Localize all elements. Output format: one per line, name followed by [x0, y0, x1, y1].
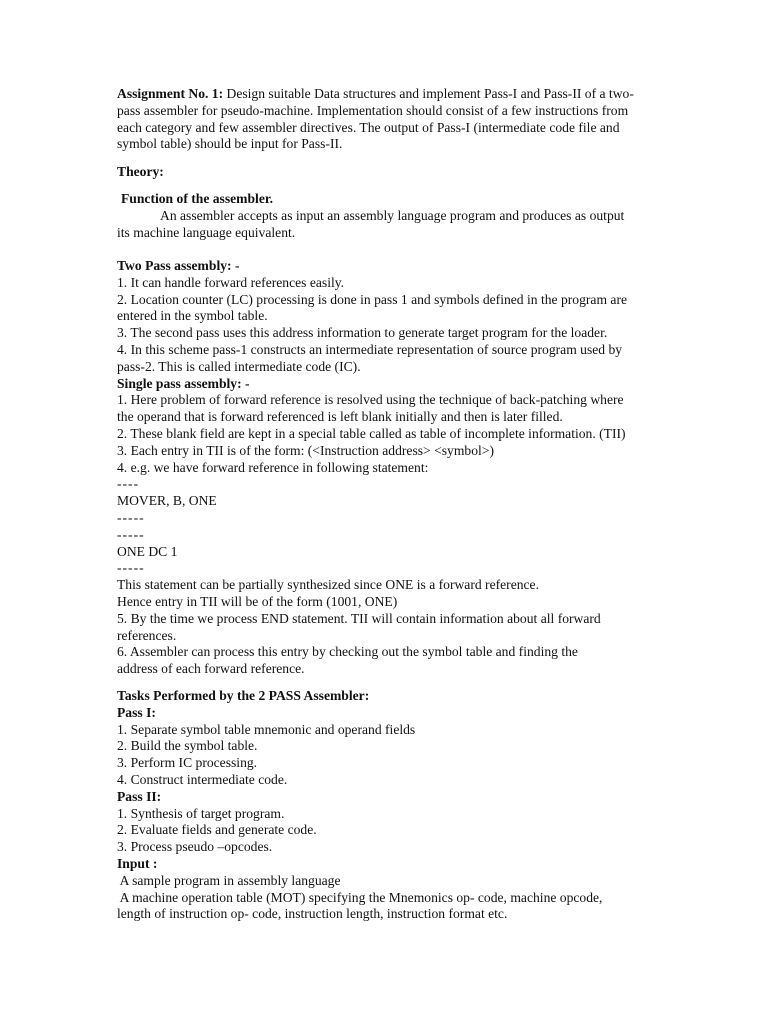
two-pass-line: 4. In this scheme pass-1 constructs an intermediate representation of source program used by	[117, 341, 623, 357]
assignment-paragraph	[117, 86, 657, 153]
pass1-item: 2. Build the symbol table.	[117, 738, 258, 754]
two-pass-heading: Two Pass assembly: -	[117, 258, 240, 273]
input-line: A machine operation table (MOT) specifying the Mnemonics op- code, machine opcode,	[117, 889, 603, 905]
two-pass-line: entered in the symbol table.	[117, 308, 268, 324]
single-pass-line: 2. These blank field are kept in a special table called as table of incomplete information. (TII)	[117, 425, 626, 441]
single-pass-line: 4. e.g. we have forward reference in following statement:	[117, 459, 429, 475]
two-pass-line: 2. Location counter (LC) processing is done in pass 1 and symbols defined in the program are	[117, 291, 628, 307]
two-pass-line: pass-2. This is called intermediate code (IC).	[117, 358, 361, 374]
pass1-heading: Pass I:	[117, 704, 156, 720]
pass1-item: 4. Construct intermediate code.	[117, 771, 288, 787]
theory-heading: Theory:	[117, 164, 164, 179]
single-pass-heading: Single pass assembly: -	[117, 375, 250, 391]
example-statement: MOVER, B, ONE	[117, 493, 217, 509]
assignment-line: symbol table) should be input for Pass-II.	[117, 136, 343, 152]
function-section	[117, 191, 657, 241]
function-line: An assembler accepts as input an assembly language program and produces as output	[160, 207, 625, 223]
tasks-heading: Tasks Performed by the 2 PASS Assembler:	[117, 688, 370, 703]
two-pass-line: 3. The second pass uses this address information to generate target program for the loader.	[117, 325, 608, 341]
function-line: its machine language equivalent.	[117, 224, 296, 240]
pass1-item: 3. Perform IC processing.	[117, 755, 258, 771]
assignment-line: each category and few assembler directives. The output of Pass-I (intermediate code file and	[117, 119, 620, 135]
example-statement: ONE DC 1	[117, 543, 178, 559]
pass2-item: 3. Process pseudo –opcodes.	[117, 839, 273, 855]
input-line: A sample program in assembly language	[117, 872, 341, 888]
single-pass-line: 1. Here problem of forward reference is resolved using the technique of back-patching where	[117, 392, 624, 408]
note-line: 5. By the time we process END statement. TII will contain information about all forward	[117, 610, 601, 626]
example-dashes: -----	[117, 509, 145, 525]
assignment-line: Design suitable Data structures and implement Pass-I and Pass-II of a two-	[226, 86, 634, 101]
example-dashes: -----	[117, 526, 145, 542]
assembly-types-section	[117, 258, 657, 678]
assignment-line: pass assembler for pseudo-machine. Implementation should consist of a few instructions from	[117, 102, 629, 118]
assignment-heading: Assignment No. 1:	[117, 86, 224, 101]
note-line: 6. Assembler can process this entry by checking out the symbol table and finding the	[117, 644, 578, 660]
pass1-item: 1. Separate symbol table mnemonic and operand fields	[117, 721, 416, 737]
pass2-item: 2. Evaluate fields and generate code.	[117, 822, 317, 838]
note-line: references.	[117, 627, 177, 643]
note-line: This statement can be partially synthesized since ONE is a forward reference.	[117, 577, 539, 593]
note-line: Hence entry in TII will be of the form (1001, ONE)	[117, 593, 398, 609]
note-line: address of each forward reference.	[117, 661, 305, 677]
single-pass-line: 3. Each entry in TII is of the form: (<Instruction address> <symbol>)	[117, 442, 494, 458]
input-heading: Input :	[117, 855, 158, 871]
tasks-section	[117, 688, 657, 923]
pass2-heading: Pass II:	[117, 788, 162, 804]
two-pass-line: 1. It can handle forward references easily.	[117, 274, 345, 290]
example-dashes: -----	[117, 560, 145, 576]
example-dashes: ----	[117, 476, 140, 492]
pass2-item: 1. Synthesis of target program.	[117, 805, 285, 821]
single-pass-line: the operand that is forward referenced is left blank initially and then is later filled.	[117, 409, 563, 425]
function-heading: Function of the assembler.	[121, 191, 274, 206]
input-line: length of instruction op- code, instruction length, instruction format etc.	[117, 906, 508, 922]
